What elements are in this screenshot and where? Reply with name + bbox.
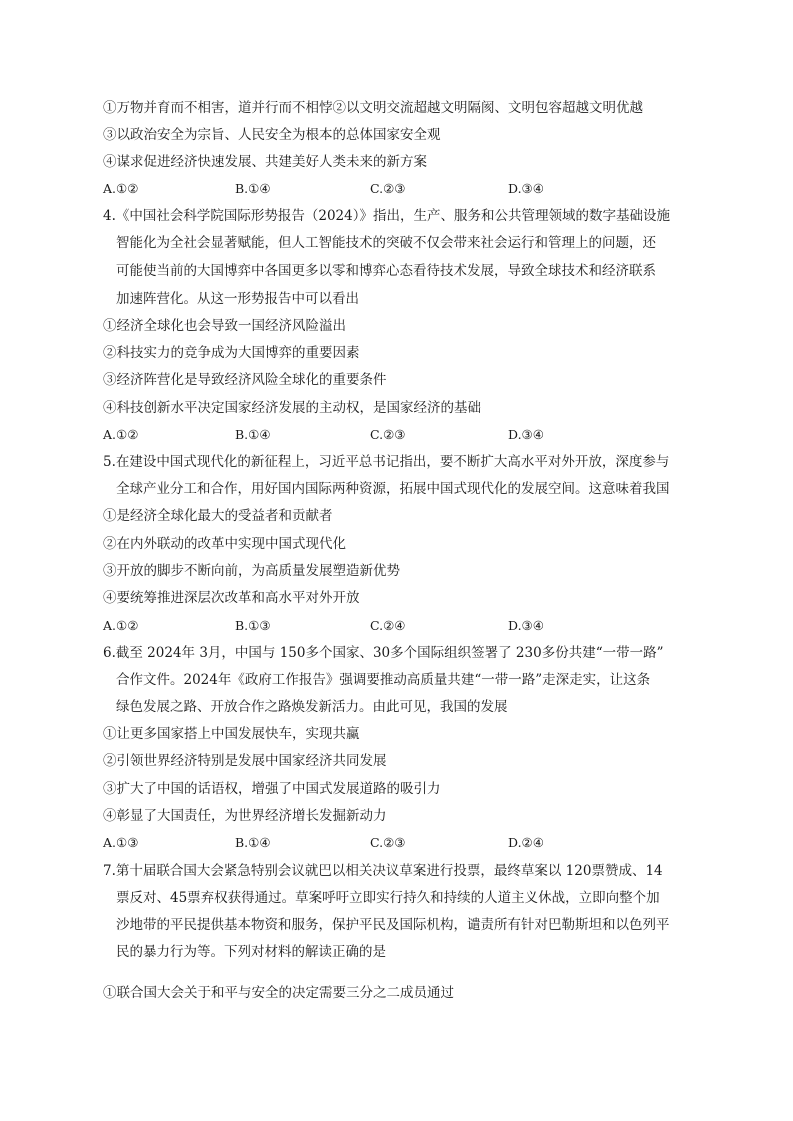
q6-choice-4: ④彰显了大国责任，为世界经济增长发掘新动力 [103, 808, 387, 824]
option-b: B.①④ [235, 835, 271, 850]
option-a: A.①② [103, 427, 139, 442]
q4-stem-line-4: 加速阵营化。从这一形势报告中可以看出 [116, 291, 359, 307]
q4-stem-line-1: 4.《中国社会科学院国际形势报告（2024）》指出，生产、服务和公共管理领域的数字基础设施 [103, 208, 670, 224]
q5-choice-3: ③开放的脚步不断向前，为高质量发展塑造新优势 [103, 563, 400, 579]
option-c: C.②④ [370, 618, 406, 633]
q4-answer-options [103, 425, 703, 445]
q7-stem-line-1: 7.第十届联合国大会紧急特别会议就巴以相关决议草案进行投票，最终草案以 120票赞成、14 [103, 863, 663, 879]
q3-answer-options [103, 179, 703, 199]
q6-choice-2: ②引领世界经济特别是发展中国家经济共同发展 [103, 753, 387, 769]
option-b: B.①③ [235, 618, 271, 633]
q3-choice-1-2: ①万物并育而不相害，道并行而不相悖②以文明交流超越文明隔阂、文明包容超越文明优越 [103, 100, 643, 116]
option-a: A.①② [103, 618, 139, 633]
option-b: B.①④ [235, 427, 271, 442]
q4-stem-line-2: 智能化为全社会显著赋能，但人工智能技术的突破不仅会带来社会运行和管理上的问题，还 [116, 235, 656, 251]
option-d: D.②④ [508, 835, 544, 850]
option-c: C.②③ [370, 835, 406, 850]
q7-stem-line-3: 沙地带的平民提供基本物资和服务，保护平民及国际机构，谴责所有针对巴勒斯坦和以色列平 [116, 917, 670, 933]
q4-choice-1: ①经济全球化也会导致一国经济风险溢出 [103, 318, 346, 334]
option-a: A.①③ [103, 835, 139, 850]
option-d: D.③④ [508, 618, 544, 633]
q4-choice-2: ②科技实力的竞争成为大国博弈的重要因素 [103, 345, 360, 361]
q7-stem-line-2: 票反对、45票弃权获得通过。草案呼吁立即实行持久和持续的人道主义休战，立即向整个加 [116, 890, 660, 906]
q6-stem-line-1: 6.截至 2024年 3月，中国与 150多个国家、30多个国际组织签署了 230多份共建“一带一路” [103, 645, 664, 661]
option-a: A.①② [103, 181, 139, 196]
option-b: B.①④ [235, 181, 271, 196]
q5-stem-line-2: 全球产业分工和合作，用好国内国际两种资源，拓展中国式现代化的发展空间。这意味着我国 [116, 481, 670, 497]
q7-choice-1: ①联合国大会关于和平与安全的决定需要三分之二成员通过 [103, 985, 454, 1001]
q6-answer-options [103, 833, 703, 853]
q4-choice-3: ③经济阵营化是导致经济风险全球化的重要条件 [103, 372, 387, 388]
q6-choice-3: ③扩大了中国的话语权，增强了中国式发展道路的吸引力 [103, 781, 441, 797]
option-d: D.③④ [508, 427, 544, 442]
option-c: C.②③ [370, 181, 406, 196]
q5-choice-4: ④要统筹推进深层次改革和高水平对外开放 [103, 590, 360, 606]
q5-choice-2: ②在内外联动的改革中实现中国式现代化 [103, 536, 346, 552]
q6-stem-line-3: 绿色发展之路、开放合作之路焕发新活力。由此可见，我国的发展 [116, 699, 508, 715]
q4-stem-line-3: 可能使当前的大国博弈中各国更多以零和博弈心态看待技术发展，导致全球技术和经济联系 [116, 263, 656, 279]
q3-choice-4: ④谋求促进经济快速发展、共建美好人类未来的新方案 [103, 154, 427, 170]
option-d: D.③④ [508, 181, 544, 196]
q5-stem-line-1: 5.在建设中国式现代化的新征程上，习近平总书记指出，要不断扩大高水平对外开放，深度参与 [103, 454, 670, 470]
q4-choice-4: ④科技创新水平决定国家经济发展的主动权，是国家经济的基础 [103, 400, 481, 416]
q5-choice-1: ①是经济全球化最大的受益者和贡献者 [103, 508, 333, 524]
q5-answer-options [103, 616, 703, 636]
q6-choice-1: ①让更多国家搭上中国发展快车，实现共赢 [103, 726, 360, 742]
q7-stem-line-4: 民的暴力行为等。下列对材料的解读正确的是 [116, 944, 386, 960]
q3-choice-3: ③以政治安全为宗旨、人民安全为根本的总体国家安全观 [103, 127, 441, 143]
q6-stem-line-2: 合作文件。2024年《政府工作报告》强调要推动高质量共建“一带一路”走深走实，让这条 [116, 672, 651, 688]
option-c: C.②③ [370, 427, 406, 442]
